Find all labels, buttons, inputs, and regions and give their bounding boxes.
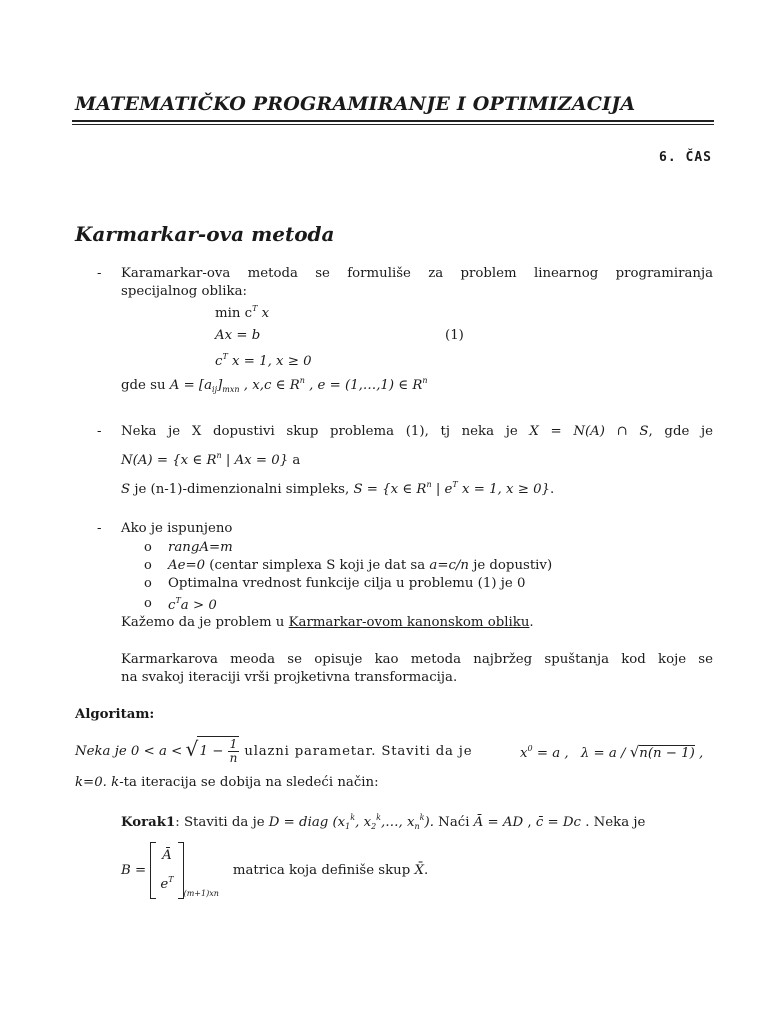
matrix-bottom-row xyxy=(160,868,173,897)
where-a-sub: ij xyxy=(212,385,218,394)
alg-mid: ulazni parametar. Staviti da je xyxy=(239,744,473,759)
lambda-end: , xyxy=(694,746,704,761)
item2-line1-text: Neka je X dopustivi skup problema (1), tj neka je xyxy=(121,424,518,439)
step1-d-sub2: 2 xyxy=(371,822,377,831)
item2-line3-sup: n xyxy=(426,480,432,489)
bullet-positivity-sup: T xyxy=(175,596,181,605)
item2-line2-tail: a xyxy=(288,453,301,468)
matrix-text: matrica koja definiše skup xyxy=(232,863,415,878)
step1-d3: ,…, x xyxy=(381,815,415,830)
item2-line3-math3: x = 1, x ≥ 0} xyxy=(457,482,550,497)
step1-text: : Staviti da je xyxy=(175,815,269,830)
item2-line1-tail: , gde je xyxy=(648,424,713,439)
item2-line3-text: je (n-1)-dimenzionalni simpleks, xyxy=(130,482,354,497)
item2-line3 xyxy=(121,480,554,497)
matrix-dim: (m+1)xn xyxy=(183,889,219,898)
title-rule-thick xyxy=(72,120,714,122)
step1-d-sup2: k xyxy=(376,813,382,822)
item2-line2-math: N(A) = {x ∈ R xyxy=(121,453,217,468)
bullet-center-text: (centar simplexa S koji je dat sa xyxy=(205,558,430,573)
alg-prefix: Neka je 0 < a < xyxy=(75,744,187,759)
canonical-form-link: Karmarkar-ovom kanonskom obliku xyxy=(288,615,530,630)
where-a-close: ] xyxy=(217,378,223,393)
bullet-center xyxy=(168,558,552,573)
description-line1: Karmarkarova meoda se opisuje kao metoda najbržeg spuštanja kod koje se xyxy=(121,652,713,667)
x0: x xyxy=(520,746,528,761)
eq-min-tail: x xyxy=(257,306,270,321)
item2-line3-end: . xyxy=(550,482,555,497)
matrix-b-line xyxy=(121,842,428,899)
bullet-mark: o xyxy=(144,558,152,573)
step1-label: Korak1 xyxy=(121,815,176,830)
lambda-sqrt-sign: √ xyxy=(629,743,640,761)
eq-min-text: min c xyxy=(215,306,253,321)
item2-line3-s: S xyxy=(121,482,131,497)
step1-line xyxy=(121,813,645,831)
title-rule-thin xyxy=(72,124,714,125)
step1-d2: , x xyxy=(355,815,372,830)
where-a: A = [a xyxy=(169,378,213,393)
item1-dash: - xyxy=(97,266,102,281)
equation-objective xyxy=(215,304,269,321)
bullet-mark: o xyxy=(144,540,152,555)
algorithm-heading: Algoritam: xyxy=(75,707,155,722)
document-title: MATEMATIČKO PROGRAMIRANJE I OPTIMIZACIJA xyxy=(75,93,636,115)
item2-dash: - xyxy=(97,424,102,439)
item2-line1-math: X = N(A) ∩ S xyxy=(529,424,649,439)
fraction-denominator: n xyxy=(229,751,238,765)
x0-sup: 0 xyxy=(527,744,533,753)
matrix-b-prefix: B = xyxy=(121,863,151,878)
eq-c-sup: T xyxy=(222,352,228,361)
item2-line2-sup: n xyxy=(216,451,222,460)
step1-d4: ). xyxy=(424,815,434,830)
matrix-xbar: X̄ xyxy=(414,863,424,878)
item2-line3-math: S = {x ∈ R xyxy=(353,482,427,497)
sqrt-one: 1 − xyxy=(199,744,228,759)
lambda: λ = a / xyxy=(580,746,630,761)
k-var: k xyxy=(106,775,120,790)
conclusion-prefix: Kažemo da je problem u xyxy=(121,615,289,630)
matrix-left-bracket xyxy=(150,842,156,899)
step1-naci: Naći xyxy=(433,815,474,830)
algorithm-line1 xyxy=(75,736,472,767)
bullet-positivity-c: c xyxy=(168,598,176,613)
step1-d-sub3: n xyxy=(414,822,420,831)
matrix-b xyxy=(150,842,183,899)
item1-line1: Karamarkar-ova metoda se formuliše za problem linearnog programiranja xyxy=(121,266,713,281)
step1-cbar: c̄ = Dc xyxy=(535,815,581,830)
iteration-text: -ta iteracija se dobija na sledeći način: xyxy=(119,775,379,790)
bullet-optimal: Optimalna vrednost funkcije cilja u problemu (1) je 0 xyxy=(168,576,526,591)
item2-line2 xyxy=(121,451,300,468)
bullet-center-math: Ae=0 xyxy=(168,558,206,573)
where-rest-sup: n xyxy=(299,376,305,385)
algorithm-line2 xyxy=(75,775,379,790)
step1-d-sup1: k xyxy=(350,813,356,822)
where-prefix: gde su xyxy=(121,378,170,393)
item1-where-line xyxy=(121,376,428,394)
bullet-mark: o xyxy=(144,576,152,591)
section-heading: Karmarkar-ova metoda xyxy=(75,222,335,246)
where-e: , e = (1,…,1) ∈ R xyxy=(304,378,423,393)
where-a-dim: mxn xyxy=(222,385,240,394)
matrix-end: . xyxy=(423,863,429,878)
item2-line2-math2: | Ax = 0} xyxy=(221,453,289,468)
fraction-numerator: 1 xyxy=(228,738,240,752)
item2-line3-math2: | e xyxy=(431,482,453,497)
equation-constraint-c xyxy=(215,352,312,369)
where-rest: , x,c ∈ R xyxy=(239,378,300,393)
matrix-right-bracket xyxy=(178,842,184,899)
step1-end: . Neka je xyxy=(580,815,646,830)
equation-label: (1) xyxy=(445,328,464,343)
matrix-top: Ā xyxy=(162,848,172,863)
step1-d-sup3: k xyxy=(419,813,425,822)
item3-dash: - xyxy=(97,521,102,536)
step1-d-sub1: 1 xyxy=(345,822,351,831)
matrix-bottom-sup: T xyxy=(168,875,174,884)
step1-abar: Ā = AD xyxy=(473,815,524,830)
item1-line2: specijalnog oblika: xyxy=(121,284,248,299)
eq-c-tail: x = 1, x ≥ 0 xyxy=(227,354,312,369)
item2-line3-sup2: T xyxy=(452,480,458,489)
item3-intro: Ako je ispunjeno xyxy=(121,521,233,536)
conclusion-end: . xyxy=(529,615,534,630)
fraction xyxy=(228,738,240,765)
bullet-center-end: je dopustiv) xyxy=(468,558,553,573)
k-zero: k=0. xyxy=(75,775,107,790)
step1-d: D = diag (x xyxy=(268,815,346,830)
bullet-center-math2: a=c/n xyxy=(429,558,469,573)
bullet-positivity-rest: a > 0 xyxy=(180,598,217,613)
item2-line1 xyxy=(121,424,713,439)
conclusion-line xyxy=(121,615,534,630)
x0-eq: = a , xyxy=(532,746,569,761)
matrix-bottom: e xyxy=(160,877,169,892)
lambda-sqrt: n(n − 1) xyxy=(639,746,695,761)
sqrt-expression xyxy=(185,736,240,767)
alg-x0-lambda xyxy=(520,743,703,761)
step1-sep: , xyxy=(523,815,536,830)
bullet-positivity xyxy=(168,596,217,613)
eq-c-text: c xyxy=(215,354,223,369)
eq-min-sup: T xyxy=(252,304,258,313)
bullet-rank: rangA=m xyxy=(168,540,233,555)
lesson-number: 6. ČAS xyxy=(659,150,712,165)
equation-constraint-ax: Ax = b xyxy=(215,328,261,343)
bullet-mark: o xyxy=(144,596,152,611)
description-line2: na svakoj iteraciji vrši projketivna transformacija. xyxy=(121,670,458,685)
where-e-sup: n xyxy=(422,376,428,385)
sqrt-sign: √ xyxy=(185,737,199,761)
